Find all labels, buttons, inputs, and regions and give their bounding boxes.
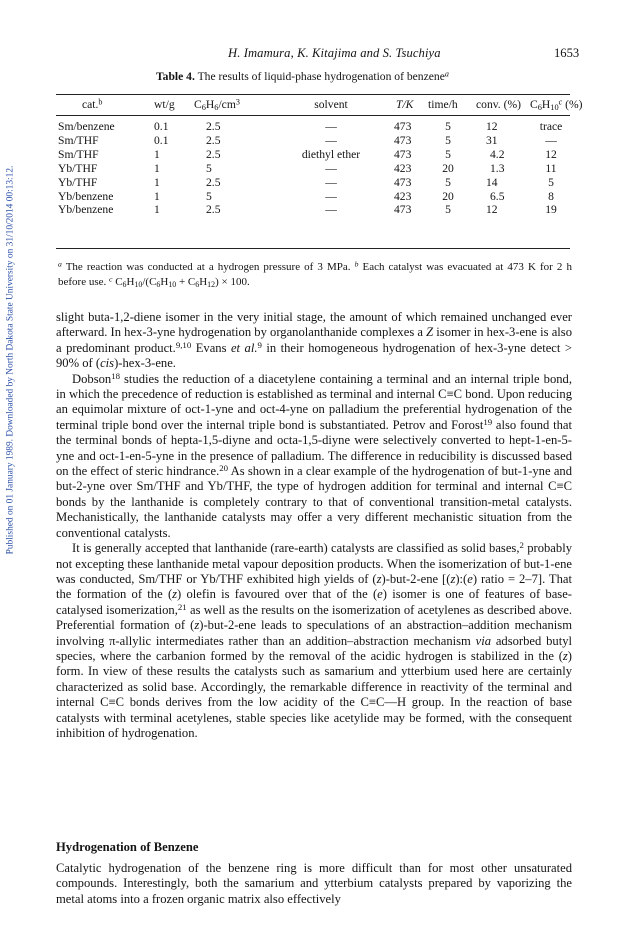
table-caption-text: The results of liquid-phase hydrogenation of benzene <box>197 70 445 83</box>
cell-c6h10: trace <box>539 120 563 133</box>
download-stamp-text: Published on 01 January 1989. Downloaded by North Dakota State University on 31/10/2014 00:13:12. <box>5 165 16 555</box>
cell-cat: Sm/benzene <box>58 120 115 133</box>
cell-solvent: — <box>325 189 337 203</box>
col-header-solvent: solvent <box>314 98 348 111</box>
cell-c6h10: — <box>545 133 557 147</box>
cell-c6h10: 19 <box>545 203 557 217</box>
cell-c6h6: 2.5 <box>206 175 221 189</box>
cell-c6h6: 2.5 <box>206 133 221 147</box>
cell-cat: Yb/benzene <box>58 203 114 217</box>
table-top-rule <box>56 94 570 95</box>
col-header-c6h6: $C_6H_6/cm^3$ <box>194 97 240 113</box>
footnote-a: The reaction was conducted at a hydrogen pressure of 3 MPa. <box>61 261 355 273</box>
cell-time: 5 <box>445 175 451 189</box>
cell-wt: 1 <box>154 203 160 217</box>
cell-c6h10: 8 <box>548 189 554 203</box>
col-header-wt: wt/g <box>154 98 175 111</box>
cell-time: 5 <box>445 120 451 133</box>
cell-time: 20 <box>442 161 454 175</box>
cell-conv: 12 <box>486 120 498 133</box>
footnote-b-mark: b <box>354 259 359 269</box>
cell-conv: 31 <box>486 133 498 147</box>
cell-wt: 1 <box>154 175 160 189</box>
cell-c6h10: 11 <box>545 161 557 175</box>
running-header <box>0 46 624 62</box>
footnote-b: Each catalyst was evacuated at 473 K for 2 h before use. <box>58 261 572 288</box>
paragraph-3: It is generally accepted that lanthanide (rare-earth) catalysts are classified as solid bases,$^2$ probably not excepting these lanthanide metal vapour deposition products. When the isomerization of but-1-ene was conducted, Sm/THF or Yb/THF exhibited high yields of (z)-but-2-ene [(z):(e) ratio = 2–7]. That the formation of the (z) olefin is favoured over that of the (e) isomer is one of features of base-catalysed isomerization,$^{21}$ as well as the results on the isomerization of acetylenes as described above. Preferential formation of (z)-but-2-ene leads to speculations of an abstraction–addition mechanism involving π-allylic intermediates rather than an addition–abstraction mechanism via adsorbed butyl species, where the carbanion formed by the removal of the acidic hydrogen is stabilized in the (z) form. In view of these results the catalysts such as samarium and ytterbium used here are certainly characterized as solid base. Accordingly, the remarkable difference in reactivity of the terminal and internal C≡C bonds derives from the low acidity of the C≡C—H group. In the reaction of base catalysts with terminal acetylenes, stable species like acetylide may be formed, with the consequent inhibition of hydrogenation. <box>56 540 573 740</box>
cell-cat: Sm/THF <box>58 133 99 147</box>
table-header-rule <box>56 115 570 116</box>
cell-tk: 423 <box>394 189 412 203</box>
cell-solvent: — <box>325 120 337 133</box>
cell-solvent: — <box>325 175 337 189</box>
col-header-conv: conv. (%) <box>476 98 521 111</box>
cell-solvent: diethyl ether <box>301 147 361 161</box>
table-caption <box>156 70 449 83</box>
cell-conv: 14 <box>486 175 498 189</box>
cell-conv: 6.5 <box>490 189 505 203</box>
cell-solvent: — <box>325 161 337 175</box>
cell-wt: 0.1 <box>154 120 169 133</box>
cell-c6h6: 5 <box>206 161 212 175</box>
cell-tk: 473 <box>394 120 412 133</box>
footnote-c: $C_6H_{10}/(C_6H_{10} + C_6H_{12}) \times 100$. <box>112 275 250 289</box>
cell-c6h6: 2.5 <box>206 147 221 161</box>
body-text-benzene <box>56 861 572 907</box>
cell-wt: 1 <box>154 147 160 161</box>
cell-wt: 0.1 <box>154 133 169 147</box>
cell-c6h6: 2.5 <box>206 203 221 217</box>
header-authors: H. Imamura, K. Kitajima and S. Tsuchiya <box>228 46 441 60</box>
col-header-time: time/h <box>428 98 458 111</box>
footnote-a-mark: a <box>58 259 62 269</box>
cell-time: 20 <box>442 189 454 203</box>
paragraph-2: Dobson$^{18}$ studies the reduction of a diacetylene containing a terminal and an internal triple bond, in which the precedence of reduction is established as terminal and internal C≡C bond. Upon reducing an equimolar mixture of oct-1-yne and oct-4-yne on palladium the preferential hydrogenation of the terminal triple bond over the internal triple bond is substantiated. Petrov and Forost$^{19}$ also found that the terminal bonds of hepta-1,5-diyne and octa-1,5-diyne were selectively converted to hept-1-en-5-yne and oct-1-en-5-yne in the presence of palladium. The difference in reducibility is discussed based on the effect of steric hindrance.$^{20}$ As shown in a clear example of the hydrogenation of but-1-yne and but-2-yne over Sm/THF and Yb/THF, the type of hydrogen addition for terminal and internal C≡C bonds by the lanthanide is completely contrary to that of conventional transition-metal catalysts. Mechanistically, the lanthanide catalysts may offer a very different mechanistic situation from the conventional catalysts. <box>56 370 573 540</box>
cell-wt: 1 <box>154 161 160 175</box>
cell-c6h10: 12 <box>545 147 557 161</box>
cell-c6h6: 2.5 <box>206 120 221 133</box>
cell-conv: 1.3 <box>490 161 505 175</box>
col-header-tk: T/K <box>396 98 414 111</box>
cell-time: 5 <box>445 203 451 217</box>
cell-cat: Yb/THF <box>58 175 98 189</box>
page-number: 1653 <box>554 46 580 60</box>
cell-conv: 4.2 <box>490 147 505 161</box>
cell-c6h6: 5 <box>206 189 212 203</box>
cell-wt: 1 <box>154 189 160 203</box>
cell-time: 5 <box>445 147 451 161</box>
cell-tk: 423 <box>394 161 412 175</box>
paragraph-1: slight buta-1,2-diene isomer in the very initial stage, the amount of which remained unchanged ever afterward. In hex-3-yne hydrogenation by organolanthanide complexes a Z isomer in hex-3-ene is also a predominant product.$^{9,10}$ Evans et al.$^9$ in their homogeneous hydrogenation of hex-3-yne detect > 90% of (cis)-hex-3-ene. <box>56 310 572 371</box>
cell-solvent: — <box>325 203 337 217</box>
col-header-cat: cat.$^b$ <box>82 97 103 111</box>
table-footnotes <box>58 260 572 289</box>
body-text <box>56 310 572 741</box>
cell-cat: Yb/THF <box>58 161 98 175</box>
cell-conv: 12 <box>486 203 498 217</box>
cell-tk: 473 <box>394 147 412 161</box>
cell-cat: Yb/benzene <box>58 189 114 203</box>
caption-footnote-mark: a <box>444 69 449 79</box>
cell-tk: 473 <box>394 175 412 189</box>
cell-cat: Sm/THF <box>58 147 99 161</box>
table-label: Table 4. <box>156 70 195 83</box>
cell-solvent: — <box>325 133 337 147</box>
section-heading: Hydrogenation of Benzene <box>56 840 199 854</box>
cell-tk: 473 <box>394 203 412 217</box>
footnote-c-mark: c <box>109 274 113 284</box>
cell-time: 5 <box>445 133 451 147</box>
cell-c6h10: 5 <box>548 175 554 189</box>
download-stamp <box>2 140 18 580</box>
paragraph-4: Catalytic hydrogenation of the benzene ring is more difficult than for most other unsaturated compounds. Interestingly, both the samarium and ytterbium catalysts prepared by vaporizing the metal atoms into a frozen organic matrix also effectively <box>56 861 572 906</box>
col-header-c6h10: $C_6H_{10}^c$ (%) <box>530 97 583 113</box>
cell-tk: 473 <box>394 133 412 147</box>
table-bottom-rule <box>56 248 570 249</box>
